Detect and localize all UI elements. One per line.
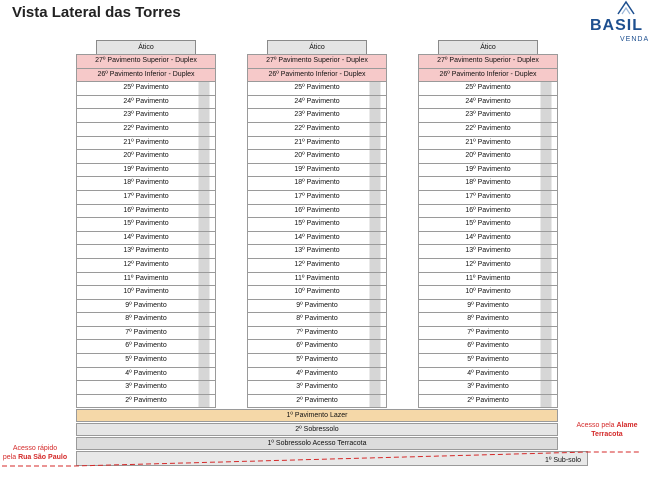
floor-row: 7º Pavimento (247, 326, 387, 340)
floor-row: 23º Pavimento (76, 108, 216, 122)
access-right-prefix: Acesso pela (576, 422, 617, 429)
access-right-street: Alame (616, 422, 638, 429)
floor-row: 15º Pavimento (418, 217, 558, 231)
floor-row: 12º Pavimento (418, 258, 558, 272)
floor-row: 26º Pavimento Inferior - Duplex (76, 68, 216, 82)
floor-row: 20º Pavimento (247, 149, 387, 163)
floor-row: 15º Pavimento (76, 217, 216, 231)
floor-row: 8º Pavimento (247, 312, 387, 326)
logo-text: BASIL (590, 17, 643, 34)
floor-row: 5º Pavimento (418, 353, 558, 367)
floor-row: 25º Pavimento (247, 81, 387, 95)
floor-row: 2º Pavimento (418, 394, 558, 409)
floor-row: 3º Pavimento (247, 380, 387, 394)
floor-row: 2º Pavimento (76, 394, 216, 409)
floor-row: 23º Pavimento (418, 108, 558, 122)
floor-row: 17º Pavimento (247, 190, 387, 204)
floor-row: 24º Pavimento (76, 95, 216, 109)
access-left-street: Rua São Paulo (18, 454, 68, 461)
floor-row: 20º Pavimento (76, 149, 216, 163)
floor-row: 13º Pavimento (247, 244, 387, 258)
floor-row: 13º Pavimento (418, 244, 558, 258)
access-left-line1: Acesso rápido (12, 445, 58, 452)
floor-attic: Ático (96, 40, 196, 54)
floor-row: 26º Pavimento Inferior - Duplex (418, 68, 558, 82)
floor-row: 3º Pavimento (76, 380, 216, 394)
floor-row: 11º Pavimento (76, 272, 216, 286)
floor-row: 11º Pavimento (247, 272, 387, 286)
floor-row: 9º Pavimento (247, 299, 387, 313)
access-right-street-2: Terracota (591, 431, 623, 438)
floor-lazer: 1º Pavimento Lazer (76, 409, 558, 422)
floor-row: 16º Pavimento (247, 204, 387, 218)
subsolo-label: 1º Sub-solo (544, 457, 581, 464)
floor-row: 14º Pavimento (418, 231, 558, 245)
floor-row: 18º Pavimento (418, 176, 558, 190)
floor-row: 17º Pavimento (76, 190, 216, 204)
floor-row: 3º Pavimento (418, 380, 558, 394)
floor-row: 21º Pavimento (247, 136, 387, 150)
floor-row: 4º Pavimento (418, 367, 558, 381)
floor-row: 19º Pavimento (76, 163, 216, 177)
floor-row: 23º Pavimento (247, 108, 387, 122)
logo-subtext: VENDA (620, 36, 649, 43)
floor-row: 20º Pavimento (418, 149, 558, 163)
floor-row: 12º Pavimento (247, 258, 387, 272)
floor-row: 6º Pavimento (418, 339, 558, 353)
floor-row: 10º Pavimento (418, 285, 558, 299)
floor-row: 11º Pavimento (418, 272, 558, 286)
floor-row: 14º Pavimento (76, 231, 216, 245)
floor-row: 17º Pavimento (418, 190, 558, 204)
page-title: Vista Lateral das Torres (12, 4, 181, 21)
floor-row: 6º Pavimento (247, 339, 387, 353)
floor-row: 9º Pavimento (76, 299, 216, 313)
floor-row: 5º Pavimento (76, 353, 216, 367)
floor-row: 4º Pavimento (247, 367, 387, 381)
floor-row: 22º Pavimento (418, 122, 558, 136)
floor-row: 27º Pavimento Superior - Duplex (247, 54, 387, 68)
floor-row: 24º Pavimento (247, 95, 387, 109)
floor-attic: Ático (267, 40, 367, 54)
floor-row: 7º Pavimento (76, 326, 216, 340)
floor-row: 18º Pavimento (247, 176, 387, 190)
floor-row: 14º Pavimento (247, 231, 387, 245)
floor-row: 12º Pavimento (76, 258, 216, 272)
floor-row: 8º Pavimento (418, 312, 558, 326)
access-right-line2 (574, 430, 640, 439)
access-right-label (574, 421, 640, 439)
floor-row: 27º Pavimento Superior - Duplex (418, 54, 558, 68)
floor-row: 19º Pavimento (247, 163, 387, 177)
floor-1st-sobressolo: 1º Sobressolo Acesso Terracota (76, 437, 558, 450)
floor-row: 7º Pavimento (418, 326, 558, 340)
access-left-prefix: pela (2, 454, 19, 461)
floor-row: 22º Pavimento (247, 122, 387, 136)
floor-row: 6º Pavimento (76, 339, 216, 353)
floor-attic: Ático (438, 40, 538, 54)
floor-row: 19º Pavimento (418, 163, 558, 177)
floor-row: 10º Pavimento (76, 285, 216, 299)
floor-row: 26º Pavimento Inferior - Duplex (247, 68, 387, 82)
floor-row: 5º Pavimento (247, 353, 387, 367)
floor-row: 27º Pavimento Superior - Duplex (76, 54, 216, 68)
floor-row: 16º Pavimento (418, 204, 558, 218)
floor-row: 16º Pavimento (76, 204, 216, 218)
floor-row: 25º Pavimento (76, 81, 216, 95)
floor-row: 10º Pavimento (247, 285, 387, 299)
floor-row: 9º Pavimento (418, 299, 558, 313)
floor-row: 15º Pavimento (247, 217, 387, 231)
floor-row: 2º Pavimento (247, 394, 387, 409)
floor-row: 13º Pavimento (76, 244, 216, 258)
access-left-label (0, 444, 70, 462)
floor-row: 21º Pavimento (418, 136, 558, 150)
floor-row: 21º Pavimento (76, 136, 216, 150)
floor-row: 24º Pavimento (418, 95, 558, 109)
floor-row: 18º Pavimento (76, 176, 216, 190)
floor-row: 25º Pavimento (418, 81, 558, 95)
floor-row: 22º Pavimento (76, 122, 216, 136)
access-left-line2 (0, 453, 70, 462)
floor-row: 8º Pavimento (76, 312, 216, 326)
floor-2nd-sobressolo: 2º Sobressolo (76, 423, 558, 436)
floor-row: 4º Pavimento (76, 367, 216, 381)
access-right-line1 (574, 421, 640, 430)
